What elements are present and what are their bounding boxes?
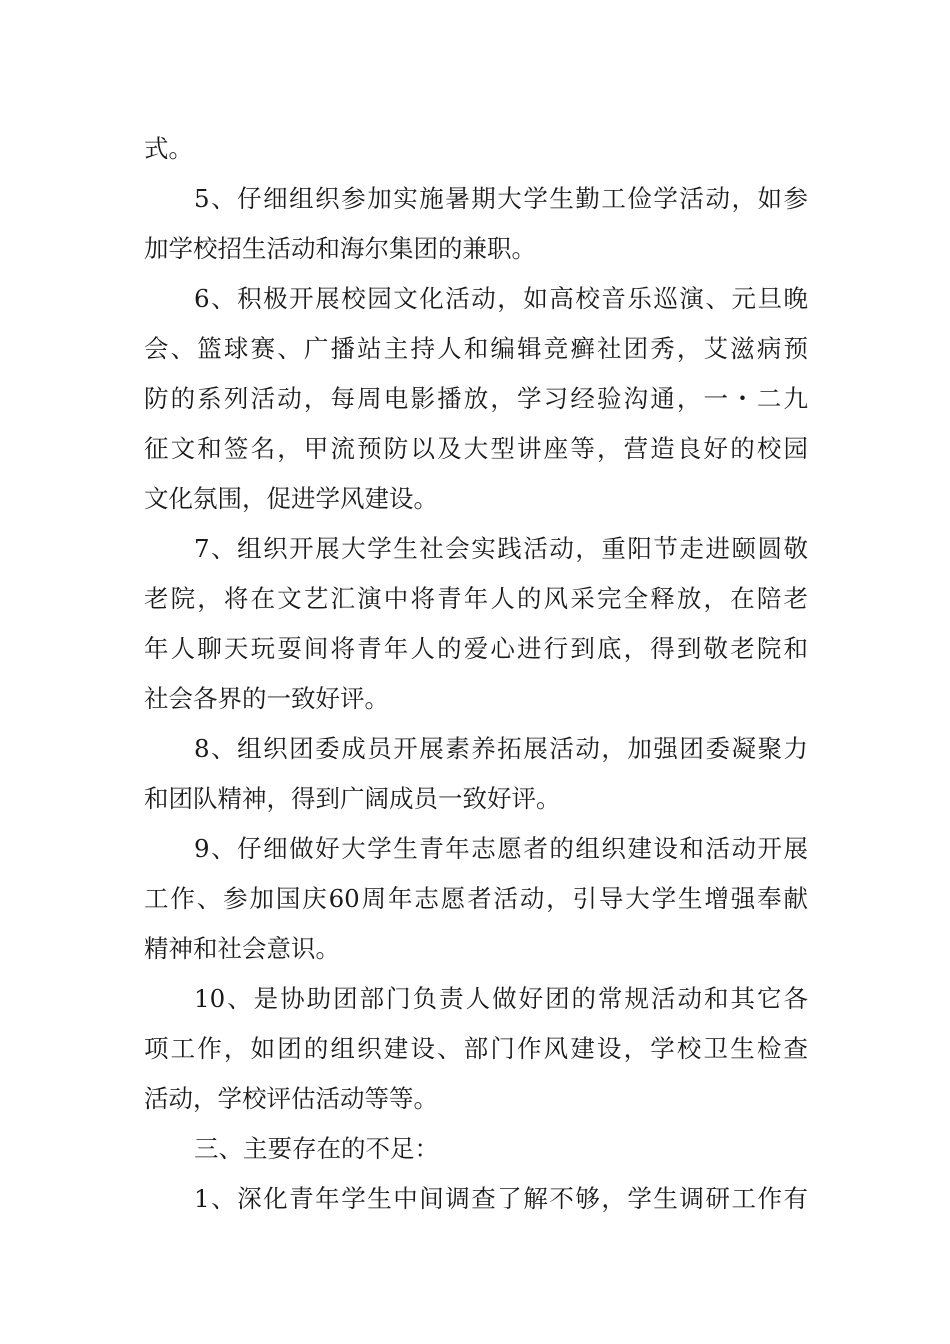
text-line: 10、是协助团部门负责人做好团的常规活动和其它各 xyxy=(194,984,808,1013)
text-line: 7、组织开展大学生社会实践活动，重阳节走进颐圆敬 xyxy=(194,534,808,563)
text-line: 会、篮球赛、广播站主持人和编辑竞癣社团秀，艾滋病预 xyxy=(144,334,808,363)
text-line: 社会各界的一致好评。 xyxy=(144,684,389,713)
text-line: 式。 xyxy=(144,134,193,163)
text-line: 老院，将在文艺汇演中将青年人的风采完全释放，在陪老 xyxy=(144,584,808,613)
text-line: 三、主要存在的不足： xyxy=(194,1134,439,1163)
text-line: 征文和签名，甲流预防以及大型讲座等，营造良好的校园 xyxy=(144,434,808,463)
document-body xyxy=(144,124,808,1224)
text-line: 活动，学校评估活动等等。 xyxy=(144,1084,438,1113)
text-line: 精神和社会意识。 xyxy=(144,934,340,963)
text-line: 文化氛围，促进学风建设。 xyxy=(144,484,438,513)
text-line: 加学校招生活动和海尔集团的兼职。 xyxy=(144,234,536,263)
text-line: 和团队精神，得到广阔成员一致好评。 xyxy=(144,784,561,813)
text-line: 8、组织团委成员开展素养拓展活动，加强团委凝聚力 xyxy=(194,734,808,763)
text-line: 工作、参加国庆60周年志愿者活动，引导大学生增强奉献 xyxy=(144,884,808,913)
text-line: 5、仔细组织参加实施暑期大学生勤工俭学活动，如参 xyxy=(194,184,808,213)
text-line: 防的系列活动，每周电影播放，学习经验沟通，一・二九 xyxy=(144,384,808,413)
text-line: 9、仔细做好大学生青年志愿者的组织建设和活动开展 xyxy=(194,834,808,863)
text-line: 6、积极开展校园文化活动，如高校音乐巡演、元旦晚 xyxy=(194,284,808,313)
text-line: 项工作，如团的组织建设、部门作风建设，学校卫生检查 xyxy=(144,1034,808,1063)
text-line: 1、深化青年学生中间调查了解不够，学生调研工作有 xyxy=(194,1184,808,1213)
text-line: 年人聊天玩耍间将青年人的爱心进行到底，得到敬老院和 xyxy=(144,634,808,663)
